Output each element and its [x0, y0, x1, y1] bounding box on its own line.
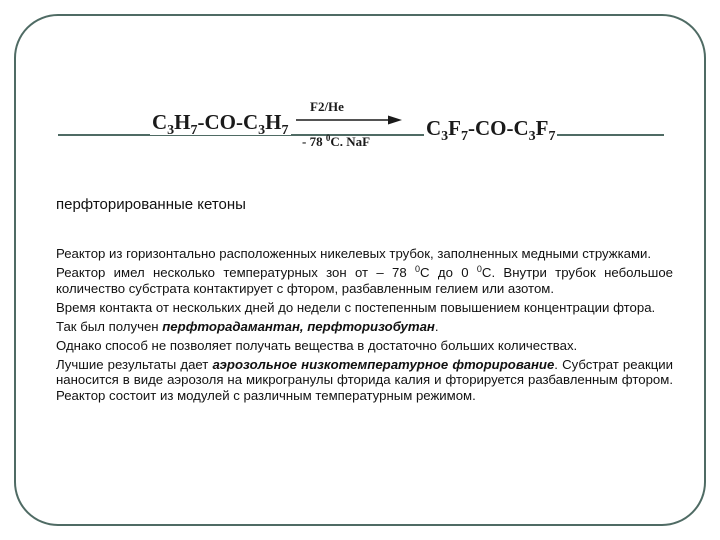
paragraph-products: Так был получен перфторадамантан, перфторизобутан.	[56, 318, 439, 334]
product-formula: $C_3F_7-CO-C_3F_7$	[426, 116, 556, 144]
paragraph-aerosol: Лучшие результаты дает аэрозольное низкотемпературное фторирование. Субстрат реакции наносится в виде аэрозоля на микрогранулы фторида калия и фторируется разбавленным фтором. Реактор состоит из модулей с различным температурным режимом.	[56, 356, 673, 403]
reaction-conditions: - 78 $^0$C. NaF	[302, 133, 371, 149]
paragraph-limitation: Однако способ не позволяет получать вещества в достаточно больших количествах.	[56, 337, 578, 353]
paragraph-reactor: Реактор из горизонтально расположенных никелевых трубок, заполненных медными стружками.	[56, 246, 652, 261]
paragraph-temperature: Реактор имел несколько температурных зон от – 78 $^0$С до 0 $^0$С. Внутри трубок небольшое количество субстрата контактирует с фтором, разбавленным гелием или азотом.	[56, 263, 673, 296]
paragraph-contact-time: Время контакта от нескольких дней до недели с постепенным повышением концентрации фтора.	[56, 299, 656, 315]
section-title: перфторированные кетоны	[56, 196, 246, 213]
reaction-arrow-icon	[296, 114, 402, 126]
reagent-label: F2/He	[310, 99, 344, 114]
reactant-formula: $C_3H_7-CO-C_3H_7$	[152, 110, 289, 138]
body-text	[56, 246, 673, 407]
